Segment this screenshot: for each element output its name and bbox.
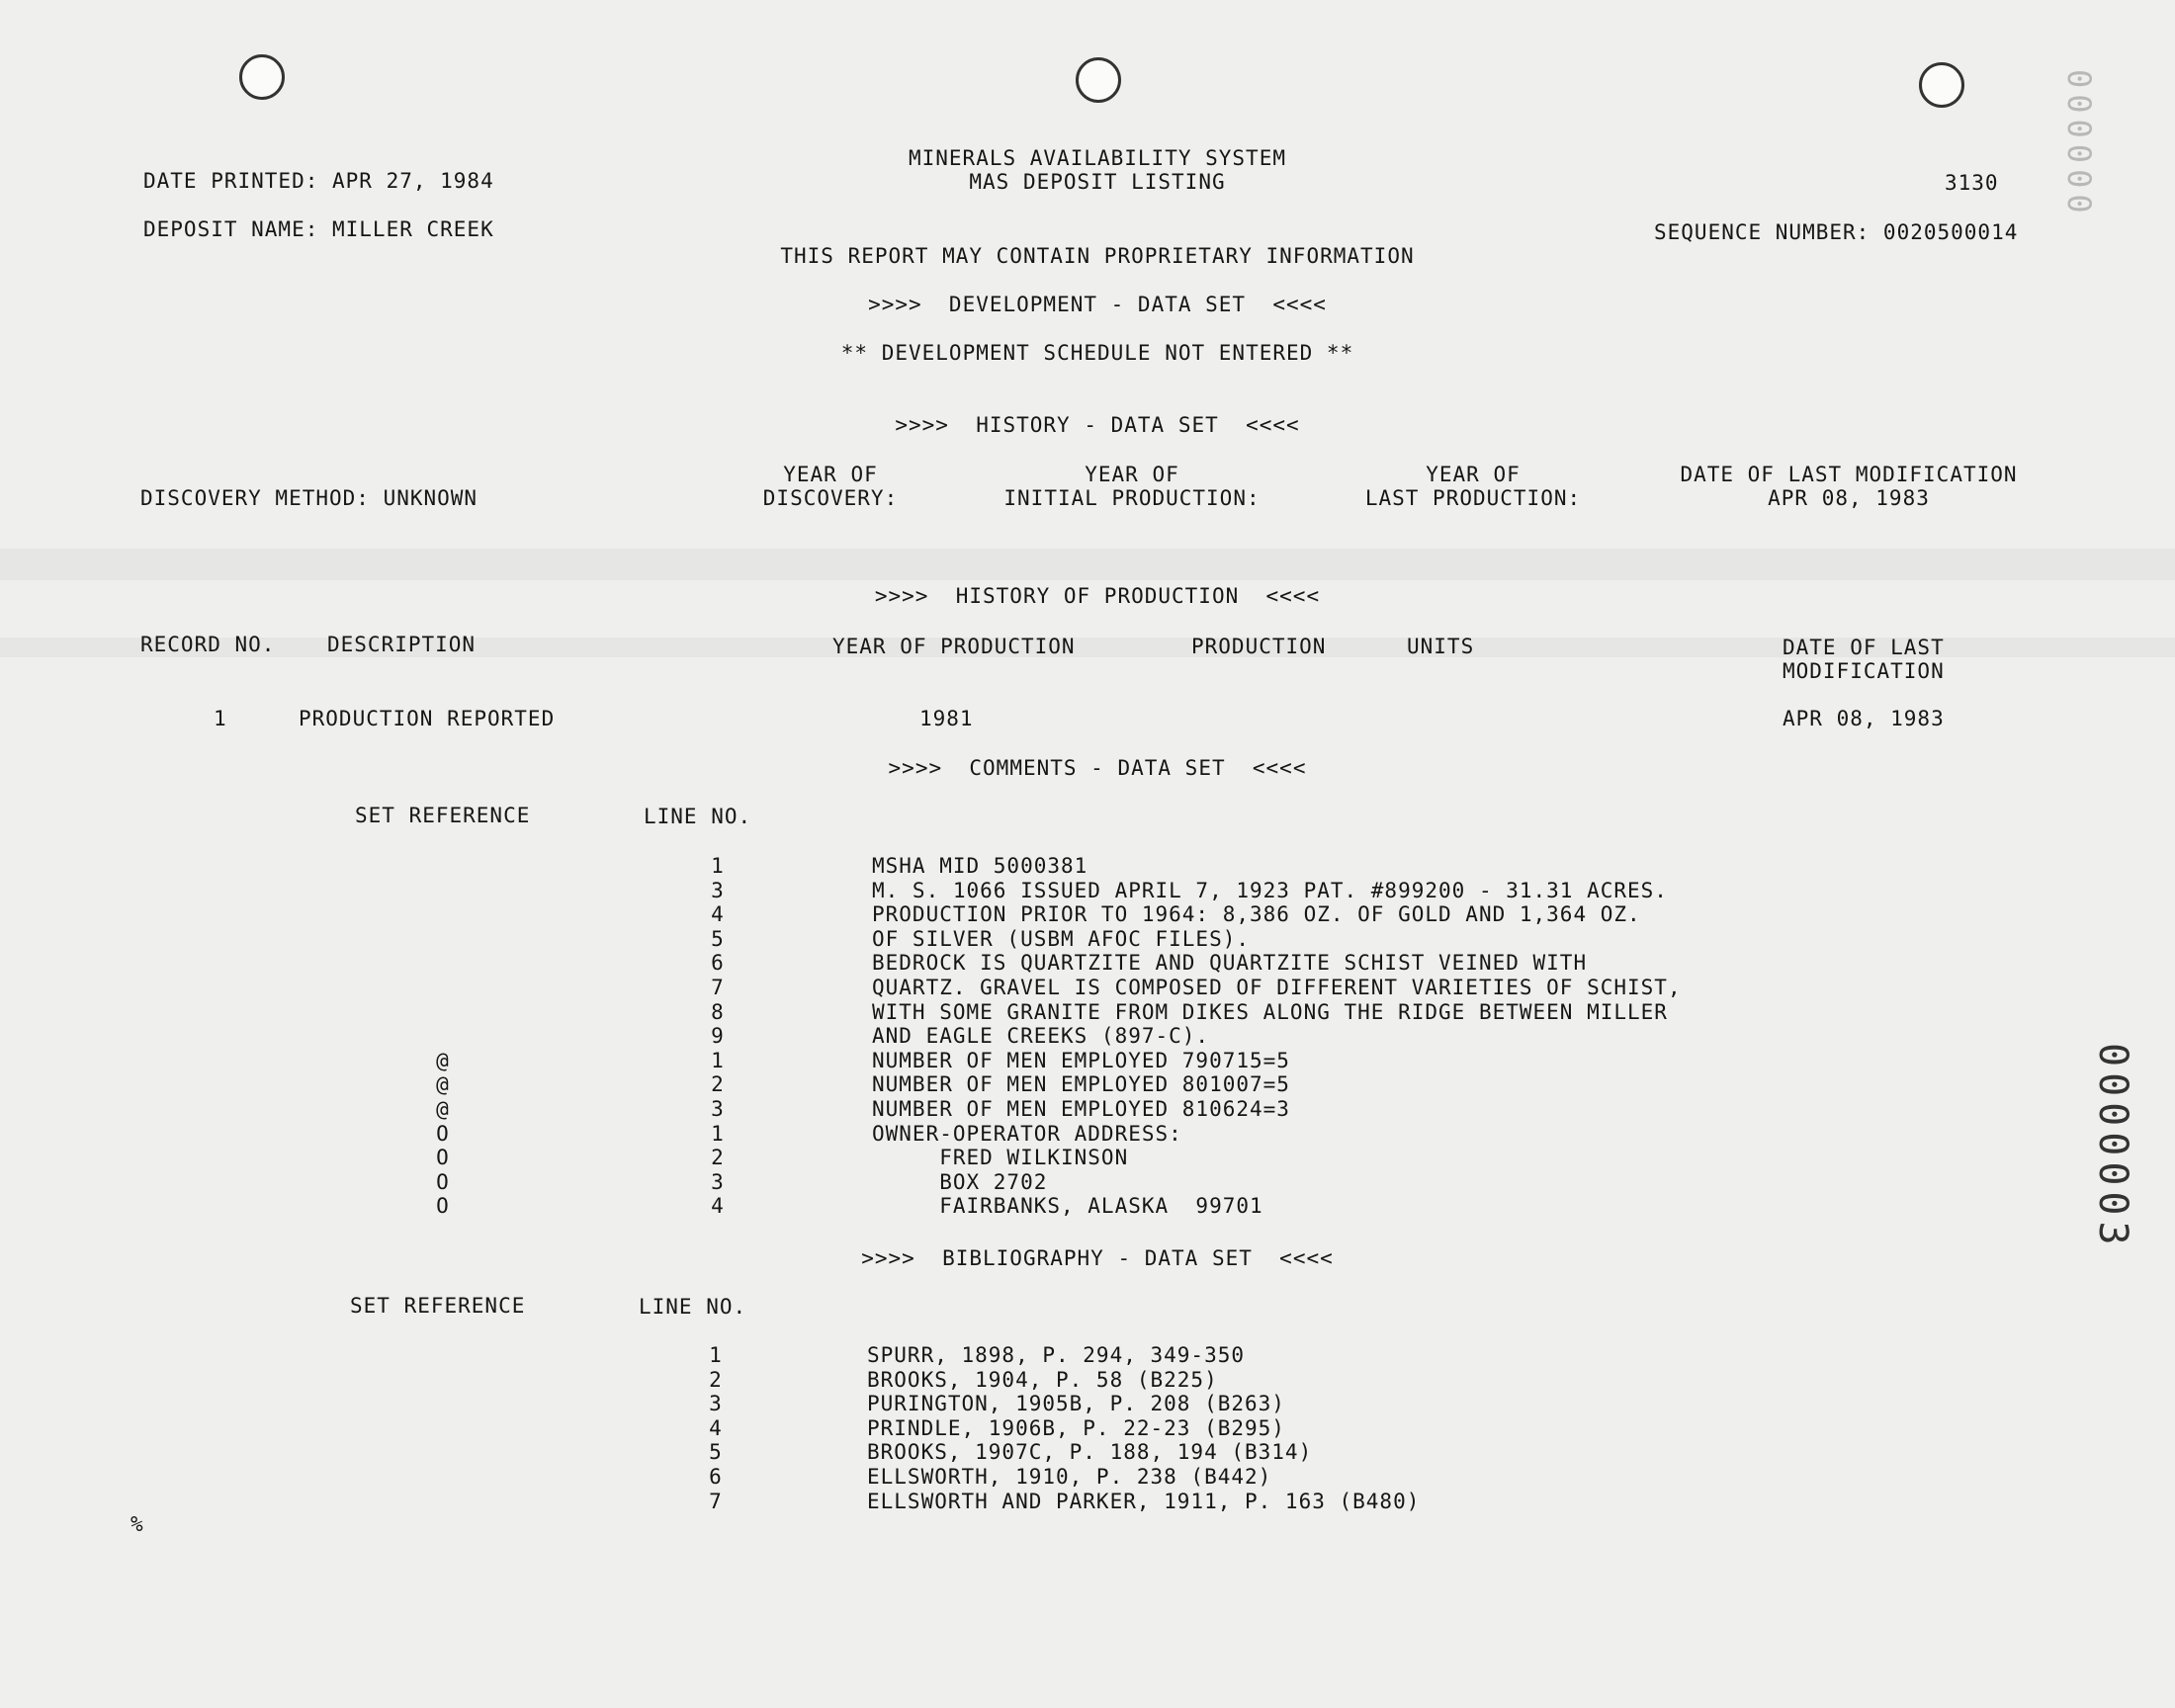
list-item	[0, 927, 2175, 952]
col-header-description: DESCRIPTION	[327, 633, 477, 656]
proprietary-notice: THIS REPORT MAY CONTAIN PROPRIETARY INFORMATION	[780, 244, 1415, 268]
col-header-units: UNITS	[1407, 635, 1475, 658]
line-number: 7	[709, 1489, 723, 1513]
list-item	[0, 1122, 2175, 1147]
scan-band	[0, 549, 2175, 580]
production-year: 1981	[919, 707, 974, 730]
set-reference: O	[436, 1169, 450, 1194]
production-record-no: 1	[214, 707, 227, 730]
list-item	[0, 1490, 2175, 1514]
line-number: 1	[711, 1121, 725, 1146]
comment-text: WITH SOME GRANITE FROM DIKES ALONG THE RIDGE BETWEEN MILLER	[872, 999, 1668, 1024]
line-number: 3	[711, 1169, 725, 1194]
line-number: 4	[709, 1415, 723, 1440]
list-item	[0, 1072, 2175, 1097]
set-reference: @	[436, 1048, 450, 1072]
sequence-number: SEQUENCE NUMBER: 0020500014	[1654, 220, 2019, 244]
set-reference: O	[436, 1121, 450, 1146]
last-modification-value: APR 08, 1983	[1768, 486, 1930, 510]
col-header-last-mod: DATE OF LAST	[1783, 636, 1945, 659]
page-code: 3130	[1945, 171, 1999, 195]
list-item	[0, 1024, 2175, 1049]
comment-text: M. S. 1066 ISSUED APRIL 7, 1923 PAT. #899200 - 31.31 ACRES.	[872, 878, 1668, 902]
list-item	[0, 1440, 2175, 1465]
year-discovery-label: YEAR OF	[783, 463, 878, 486]
line-number: 9	[711, 1024, 725, 1049]
line-number: 4	[711, 902, 725, 927]
set-reference: @	[436, 1097, 450, 1121]
line-number: 2	[709, 1367, 723, 1392]
bibliography-entry: ELLSWORTH AND PARKER, 1911, P. 163 (B480)	[867, 1489, 1421, 1513]
line-number: 5	[711, 926, 725, 951]
list-item	[0, 1049, 2175, 1073]
list-item	[0, 1097, 2175, 1122]
development-note: ** DEVELOPMENT SCHEDULE NOT ENTERED **	[840, 341, 1354, 365]
line-number: 5	[709, 1440, 723, 1465]
comment-text: NUMBER OF MEN EMPLOYED 810624=3	[872, 1097, 1290, 1121]
binder-hole-right	[1919, 62, 1964, 108]
comment-text: BOX 2702	[872, 1169, 1048, 1194]
bibliography-header-line-no: LINE NO.	[639, 1295, 747, 1319]
line-number: 1	[711, 854, 725, 878]
bibliography-entry: ELLSWORTH, 1910, P. 238 (B442)	[867, 1465, 1272, 1489]
binder-hole-center	[1076, 57, 1121, 103]
bibliography-section-title: >>>> BIBLIOGRAPHY - DATA SET <<<<	[861, 1246, 1334, 1270]
list-item	[0, 976, 2175, 1000]
list-item	[0, 1368, 2175, 1393]
list-item	[0, 879, 2175, 903]
bibliography-entry: PURINGTON, 1905B, P. 208 (B263)	[867, 1392, 1285, 1416]
list-item	[0, 1416, 2175, 1441]
year-last-label: LAST PRODUCTION:	[1364, 486, 1582, 510]
comment-text: FRED WILKINSON	[872, 1146, 1129, 1170]
comment-text: FAIRBANKS, ALASKA 99701	[872, 1194, 1263, 1219]
year-initial-label: INITIAL PRODUCTION:	[1003, 486, 1261, 510]
year-initial-label: YEAR OF	[1085, 463, 1179, 486]
line-number: 3	[709, 1392, 723, 1416]
last-modification-label: DATE OF LAST MODIFICATION	[1680, 463, 2018, 486]
discovery-method: DISCOVERY METHOD: UNKNOWN	[140, 486, 478, 510]
comment-text: BEDROCK IS QUARTZITE AND QUARTZITE SCHIST VEINED WITH	[872, 951, 1588, 976]
line-number: 3	[711, 878, 725, 902]
comment-text: PRODUCTION PRIOR TO 1964: 8,386 OZ. OF GOLD AND 1,364 OZ.	[872, 902, 1641, 927]
development-section-title: >>>> DEVELOPMENT - DATA SET <<<<	[868, 293, 1327, 316]
margin-stamp-page-number: 0000003	[2090, 1043, 2135, 1251]
system-title: MINERALS AVAILABILITY SYSTEM	[908, 146, 1286, 170]
col-header-year: YEAR OF PRODUCTION	[832, 635, 1076, 658]
list-item	[0, 1146, 2175, 1170]
list-item	[0, 1392, 2175, 1416]
comment-text: NUMBER OF MEN EMPLOYED 790715=5	[872, 1048, 1290, 1072]
date-printed: DATE PRINTED: APR 27, 1984	[143, 169, 494, 193]
year-last-label: YEAR OF	[1426, 463, 1521, 486]
line-number: 7	[711, 976, 725, 999]
list-item	[0, 1170, 2175, 1195]
list-item	[0, 1465, 2175, 1490]
comments-header-set-reference: SET REFERENCE	[355, 804, 531, 827]
bibliography-entry: BROOKS, 1907C, P. 188, 194 (B314)	[867, 1440, 1313, 1465]
footer-mark: %	[130, 1512, 144, 1536]
bibliography-entry: PRINDLE, 1906B, P. 22-23 (B295)	[867, 1415, 1285, 1440]
binder-hole-left	[239, 54, 285, 100]
listing-title: MAS DEPOSIT LISTING	[969, 170, 1226, 194]
comment-text: AND EAGLE CREEKS (897-C).	[872, 1024, 1210, 1049]
line-number: 1	[709, 1343, 723, 1367]
line-number: 8	[711, 999, 725, 1024]
history-section-title: >>>> HISTORY - DATA SET <<<<	[895, 413, 1300, 437]
production-last-mod: APR 08, 1983	[1783, 707, 1945, 730]
comment-text: NUMBER OF MEN EMPLOYED 801007=5	[872, 1072, 1290, 1097]
set-reference: O	[436, 1194, 450, 1219]
margin-stamp-faint: 000000	[2060, 69, 2098, 219]
year-discovery-label: DISCOVERY:	[762, 486, 899, 510]
production-section-title: >>>> HISTORY OF PRODUCTION <<<<	[874, 584, 1321, 608]
comments-header-line-no: LINE NO.	[644, 805, 752, 828]
bibliography-entry: SPURR, 1898, P. 294, 349-350	[867, 1343, 1246, 1367]
list-item	[0, 951, 2175, 976]
bibliography-header-set-reference: SET REFERENCE	[350, 1294, 526, 1318]
set-reference: O	[436, 1146, 450, 1170]
set-reference: @	[436, 1072, 450, 1097]
line-number: 6	[711, 951, 725, 976]
list-item	[0, 1194, 2175, 1219]
line-number: 4	[711, 1194, 725, 1219]
comment-text: OF SILVER (USBM AFOC FILES).	[872, 926, 1251, 951]
comment-text: OWNER-OPERATOR ADDRESS:	[872, 1121, 1182, 1146]
list-item	[0, 902, 2175, 927]
comment-text: MSHA MID 5000381	[872, 854, 1088, 878]
list-item	[0, 1000, 2175, 1025]
line-number: 6	[709, 1465, 723, 1489]
col-header-production: PRODUCTION	[1191, 635, 1327, 658]
production-description: PRODUCTION REPORTED	[299, 707, 556, 730]
comments-section-title: >>>> COMMENTS - DATA SET <<<<	[888, 756, 1307, 780]
comment-text: QUARTZ. GRAVEL IS COMPOSED OF DIFFERENT VARIETIES OF SCHIST,	[872, 976, 1682, 999]
list-item	[0, 1343, 2175, 1368]
line-number: 2	[711, 1072, 725, 1097]
col-header-last-mod: MODIFICATION	[1783, 659, 1945, 683]
list-item	[0, 854, 2175, 879]
production-row	[0, 707, 2175, 731]
line-number: 3	[711, 1097, 725, 1121]
line-number: 1	[711, 1048, 725, 1072]
bibliography-entry: BROOKS, 1904, P. 58 (B225)	[867, 1367, 1218, 1392]
line-number: 2	[711, 1146, 725, 1170]
deposit-name: DEPOSIT NAME: MILLER CREEK	[143, 217, 494, 241]
col-header-record-no: RECORD NO.	[140, 633, 276, 656]
